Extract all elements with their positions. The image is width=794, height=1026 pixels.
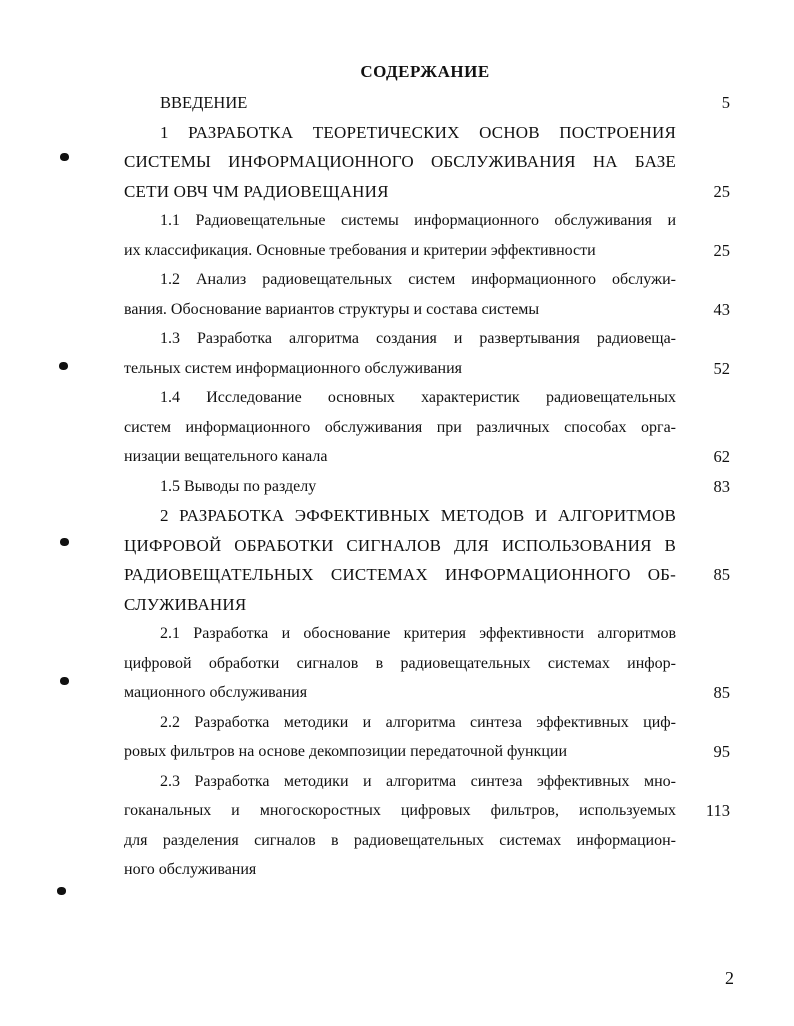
toc-entry-text: 1.1 Радиовещательные системы информационного обслуживания и (160, 212, 676, 229)
toc-entry-text: 1.4 Исследование основных характеристик радиовещательных (160, 389, 676, 406)
toc-entry-chapter-2 (124, 501, 730, 619)
toc-entry-text: 2.1 Разработка и обоснование критерия эффективности алгоритмов (160, 625, 676, 642)
toc-page-number: 85 (713, 683, 730, 702)
toc-page-number: 43 (713, 299, 730, 319)
toc-entry-1-4 (124, 383, 730, 472)
toc-entry-text: 2.2 Разработка методики и алгоритма синтеза эффективных циф- (160, 713, 676, 731)
toc-page-number: 25 (713, 240, 730, 260)
toc-entry-text: 1.3 Разработка алгоритма создания и развертывания радиовеща- (160, 330, 676, 347)
toc-entry-2-1 (124, 619, 730, 708)
binding-hole-mark (60, 677, 69, 685)
toc-entry-text: тельных систем информационного обслуживания (124, 359, 463, 377)
binding-hole-mark (59, 362, 68, 370)
toc-page-number: 62 (713, 447, 730, 466)
toc-entry-text: ЦИФРОВОЙ ОБРАБОТКИ СИГНАЛОВ ДЛЯ ИСПОЛЬЗОВАНИЯ В (124, 535, 676, 555)
toc-entry-text: для разделения сигналов в радиовещательных системах информацион- (124, 831, 676, 849)
toc-page-number: 113 (705, 801, 730, 820)
toc-entry-text: СЛУЖИВАНИЯ (124, 594, 247, 614)
toc-page-number: 52 (713, 358, 730, 378)
toc-entry-text: РАДИОВЕЩАТЕЛЬНЫХ СИСТЕМАХ ИНФОРМАЦИОННОГО ОБ- (124, 565, 676, 584)
toc-entry-text: гоканальных и многоскоростных цифровых фильтров, используемых (124, 802, 676, 819)
binding-hole-mark (57, 887, 66, 895)
toc-page-number: 85 (713, 565, 730, 584)
toc-entry-text: цифровой обработки сигналов в радиовещательных системах инфор- (124, 654, 676, 672)
toc-entry-text: 1.5 Выводы по разделу (160, 477, 317, 495)
toc-entry-2-3 (124, 767, 730, 885)
toc-entry-text: вания. Обоснование вариантов структуры и состава системы (124, 300, 540, 318)
toc-entry-1-1 (124, 206, 730, 265)
table-of-contents (124, 88, 730, 885)
toc-entry-text: ровых фильтров на основе декомпозиции передаточной функции (124, 743, 568, 760)
binding-hole-mark (60, 538, 69, 546)
toc-entry-1-5 (124, 472, 730, 502)
toc-entry-text: 2.3 Разработка методики и алгоритма синтеза эффективных мно- (160, 772, 676, 790)
toc-page-number: 83 (713, 476, 730, 496)
toc-entry-text: их классификация. Основные требования и критерии эффективности (124, 241, 596, 259)
toc-page-number: 95 (713, 742, 730, 761)
toc-entry-text: 1 РАЗРАБОТКА ТЕОРЕТИЧЕСКИХ ОСНОВ ПОСТРОЕНИЯ (160, 122, 676, 142)
toc-entry-chapter-1 (124, 118, 730, 207)
toc-entry-text: низации вещательного канала (124, 448, 328, 465)
toc-entry-text: мационного обслуживания (124, 684, 308, 701)
toc-page-number: 5 (721, 93, 730, 112)
toc-entry-text: СИСТЕМЫ ИНФОРМАЦИОННОГО ОБСЛУЖИВАНИЯ НА БАЗЕ (124, 152, 676, 171)
toc-entry-text: ного обслуживания (124, 861, 257, 878)
toc-entry-text: СЕТИ ОВЧ ЧМ РАДИОВЕЩАНИЯ (124, 181, 389, 201)
page-title: СОДЕРЖАНИЕ (360, 62, 490, 81)
toc-entry-2-2 (124, 708, 730, 767)
toc-entry-text: систем информационного обслуживания при различных способах орга- (124, 418, 676, 436)
binding-hole-mark (60, 153, 69, 161)
toc-entry-introduction (124, 88, 730, 118)
toc-entry-text: 2 РАЗРАБОТКА ЭФФЕКТИВНЫХ МЕТОДОВ И АЛГОРИТМОВ (160, 506, 676, 525)
page-number: 2 (725, 968, 734, 988)
toc-entry-text: ВВЕДЕНИЕ (160, 93, 248, 112)
toc-entry-text: 1.2 Анализ радиовещательных систем информационного обслужи- (160, 271, 676, 288)
toc-entry-1-2 (124, 265, 730, 324)
toc-page-number: 25 (713, 181, 730, 201)
toc-entry-1-3 (124, 324, 730, 383)
